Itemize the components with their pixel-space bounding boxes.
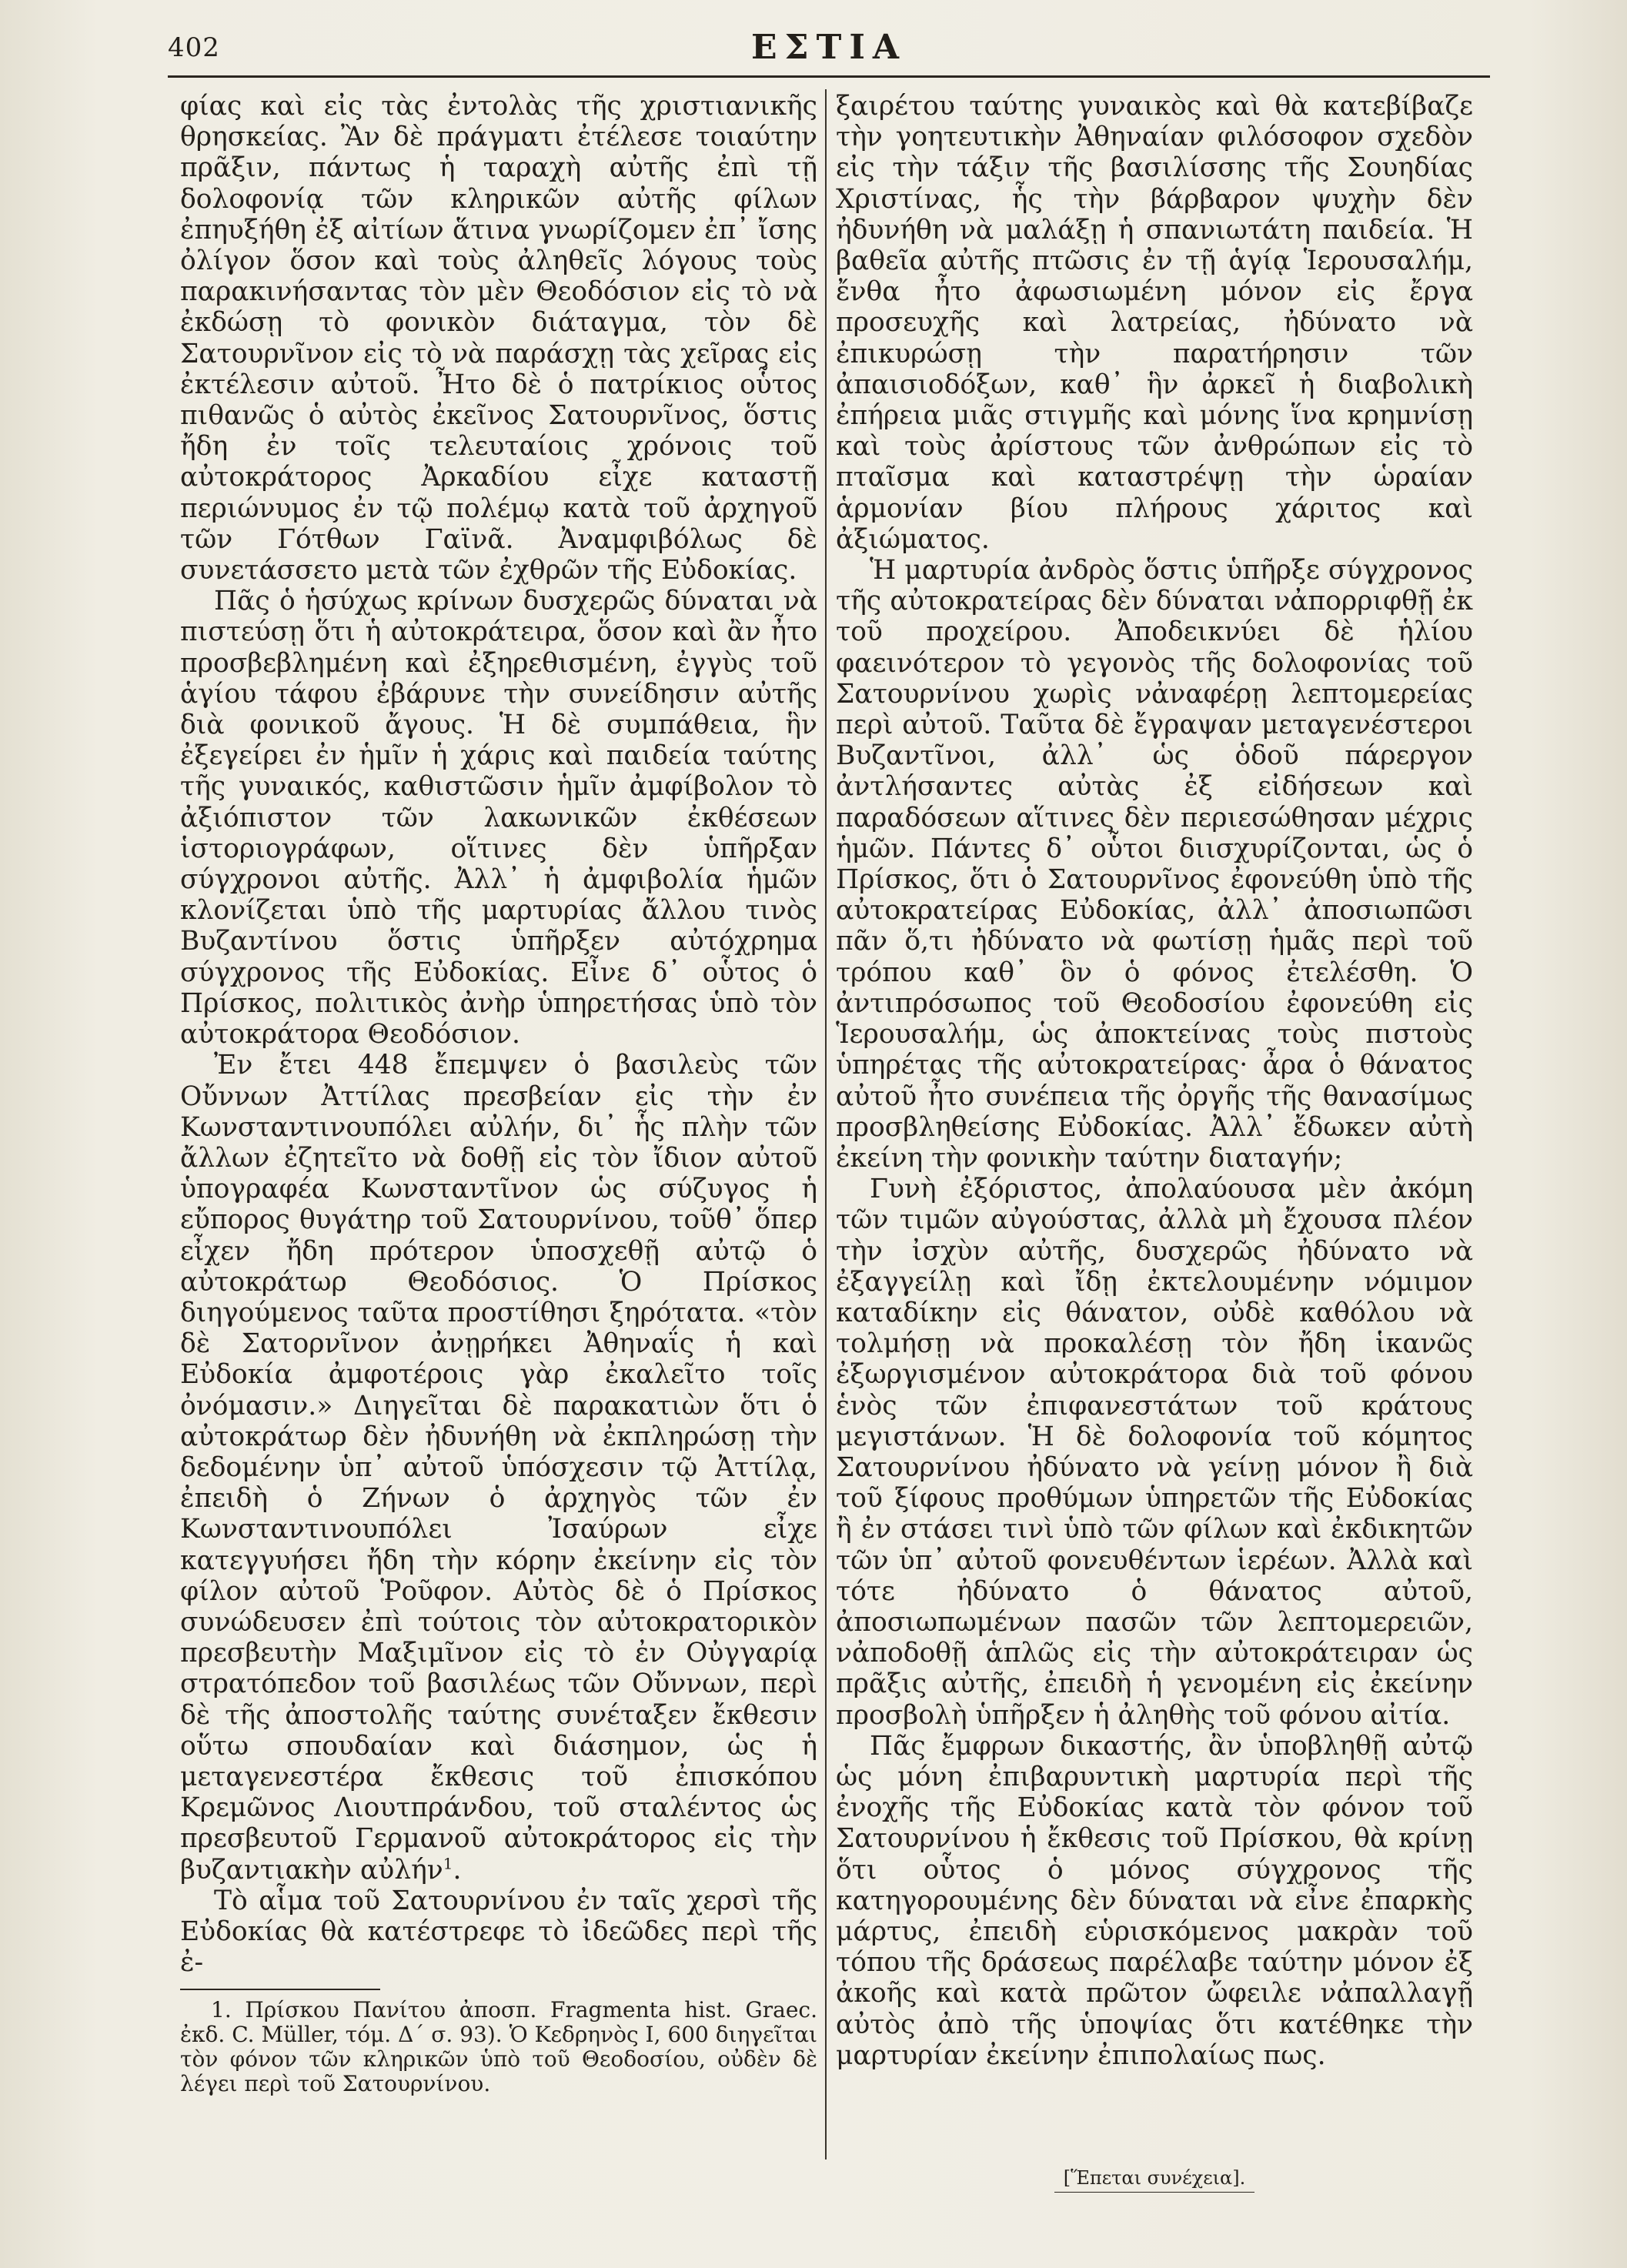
paragraph-with-footnote: Ἐν ἔτει 448 ἔπεμψεν ὁ βασιλεὺς τῶν Οὔννων Ἀττίλας πρεσβείαν εἰς τὴν ἐν Κωνσταντινουπόλει αὐλήν, δι᾿ ἧς πλὴν τῶν ἄλλων ἐζητεῖτο νὰ δοθῇ εἰς τὸν ἴδιον αὐτοῦ ὑπογραφέα Κωνσταντῖνον ὡς σύζυγος ἡ εὔπορος θυγάτηρ τοῦ Σατουρνίνου, τοῦθ᾿ ὅπερ εἶχεν ἤδη πρότερον ὑποσχεθῇ αὐτῷ ὁ αὐτοκράτωρ Θεοδόσιος. Ὁ Πρίσκος διηγούμενος ταῦτα προστίθησι ξηρότατα. «τὸν δὲ Σατορνῖνον ἀνῃρήκει Ἀθηναΐς ἡ καὶ Εὐδοκία ἀμφοτέροις γὰρ ἐκαλεῖτο τοῖς ὀνόμασιν.» Διηγεῖται δὲ παρακατιὼν ὅτι ὁ αὐτοκράτωρ δὲν ἠδυνήθη νὰ ἐκπληρώσῃ τὴν δεδομένην ὑπ᾿ αὐτοῦ ὑπόσχεσιν τῷ Ἀττίλᾳ, ἐπειδὴ ὁ Ζήνων ὁ ἀρχηγὸς τῶν ἐν Κωνσταντινουπόλει Ἰσαύρων εἶχε κατεγγυήσει ἤδη τὴν κόρην ἐκείνην εἰς τὸν φίλον αὐτοῦ Ῥοῦφον. Αὐτὸς δὲ ὁ Πρίσκος συνώδευσεν ἐπὶ τούτοις τὸν αὐτοκρατορικὸν πρεσβευτὴν Μαξιμῖνον εἰς τὸ ἐν Οὐγγαρίᾳ στρατόπεδον τοῦ βασιλέως τῶν Οὔννων, περὶ δὲ τῆς ἀποστολῆς ταύτης συνέταξεν ἔκθεσιν οὕτω σπουδαίαν καὶ διάσημον, ὡς ἡ μεταγενεστέρα ἔκθεσις τοῦ ἐπισκόπου Κρεμῶνος Λιουτπράνδου, τοῦ σταλέντος ὡς πρεσβευτοῦ Γερμανοῦ αὐτοκράτορος εἰς τὴν βυζαντιακὴν αὐλήν$^1$. [180, 1050, 817, 1886]
footnote-reference[interactable]: 1 [443, 1854, 453, 1873]
right-column [836, 91, 1473, 2071]
paragraph: φίας καὶ εἰς τὰς ἐντολὰς τῆς χριστιανικῆς θρησκείας. Ἂν δὲ πράγματι ἐτέλεσε τοιαύτην πρᾶξιν, πάντως ἡ ταραχὴ αὐτῆς ἐπὶ τῇ δολοφονίᾳ τῶν κληρικῶν αὐτῆς φίλων ἐπηυξήθη ἐξ αἰτίων ἅτινα γνωρίζομεν ἐπ᾿ ἴσης ὀλίγον ὅσον καὶ τοὺς ἀληθεῖς λόγους τοὺς παρακινήσαντας τὸν μὲν Θεοδόσιον εἰς τὸ νὰ ἐκδώσῃ τὸ φονικὸν διάταγμα, τὸν δὲ Σατουρνῖνον εἰς τὸ νὰ παράσχῃ τὰς χεῖρας εἰς ἐκτέλεσιν αὐτοῦ. Ἦτο δὲ ὁ πατρίκιος οὗτος πιθανῶς ὁ αὐτὸς ἐκεῖνος Σατουρνῖνος, ὅστις ἤδη ἐν τοῖς τελευταίοις χρόνοις τοῦ αὐτοκράτορος Ἀρκαδίου εἶχε καταστῇ περιώνυμος ἐν τῷ πολέμῳ κατὰ τοῦ ἀρχηγοῦ τῶν Γότθων Γαϊνᾶ. Ἀναμφιβόλως δὲ συνετάσσετο μετὰ τῶν ἐχθρῶν τῆς Εὐδοκίας. [180, 91, 817, 586]
column-divider [825, 89, 827, 2159]
header-rule [168, 75, 1490, 78]
footnote-rule [180, 1989, 380, 1990]
page-number: 402 [168, 32, 220, 63]
continues-note [836, 2164, 1473, 2193]
paragraph: Τὸ αἷμα τοῦ Σατουρνίνου ἐν ταῖς χερσὶ τῆς Εὐδοκίας θὰ κατέστρεφε τὸ ἰδεῶδες περὶ τῆς ἐ- [180, 1885, 817, 1979]
paragraph-text: Ἐν ἔτει 448 ἔπεμψεν ὁ βασιλεὺς τῶν Οὔννων Ἀττίλας πρεσβείαν εἰς τὴν ἐν Κωνσταντινουπόλει αὐλήν, δι᾿ ἧς πλὴν τῶν ἄλλων ἐζητεῖτο νὰ δοθῇ εἰς τὸν ἴδιον αὐτοῦ ὑπογραφέα Κωνσταντῖνον ὡς σύζυγος ἡ εὔπορος θυγάτηρ τοῦ Σατουρνίνου, τοῦθ᾿ ὅπερ εἶχεν ἤδη πρότερον ὑποσχεθῇ αὐτῷ ὁ αὐτοκράτωρ Θεοδόσιος. Ὁ Πρίσκος διηγούμενος ταῦτα προστίθησι ξηρότατα. «τὸν δὲ Σατορνῖνον ἀνῃρήκει Ἀθηναΐς ἡ καὶ Εὐδοκία ἀμφοτέροις γὰρ ἐκαλεῖτο τοῖς ὀνόμασιν.» Διηγεῖται δὲ παρακατιὼν ὅτι ὁ αὐτοκράτωρ δὲν ἠδυνήθη νὰ ἐκπληρώσῃ τὴν δεδομένην ὑπ᾿ αὐτοῦ ὑπόσχεσιν τῷ Ἀττίλᾳ, ἐπειδὴ ὁ Ζήνων ὁ ἀρχηγὸς τῶν ἐν Κωνσταντινουπόλει Ἰσαύρων εἶχε κατεγγυήσει ἤδη τὴν κόρην ἐκείνην εἰς τὸν φίλον αὐτοῦ Ῥοῦφον. Αὐτὸς δὲ ὁ Πρίσκος συνώδευσεν ἐπὶ τούτοις τὸν αὐτοκρατορικὸν πρεσβευτὴν Μαξιμῖνον εἰς τὸ ἐν Οὐγγαρίᾳ στρατόπεδον τοῦ βασιλέως τῶν Οὔννων, περὶ δὲ τῆς ἀποστολῆς ταύτης συνέταξεν ἔκθεσιν οὕτω σπουδαίαν καὶ διάσημον, ὡς ἡ μεταγενεστέρα ἔκθεσις τοῦ ἐπισκόπου Κρεμῶνος Λιουτπράνδου, τοῦ σταλέντος ὡς πρεσβευτοῦ Γερμανοῦ αὐτοκράτορος εἰς τὴν βυζαντιακὴν αὐλήν [180, 1050, 817, 1886]
paragraph: Ἡ μαρτυρία ἀνδρὸς ὅστις ὑπῆρξε σύγχρονος τῆς αὐτοκρατείρας δὲν δύναται νἀπορριφθῇ ἐκ τοῦ προχείρου. Ἀποδεικνύει δὲ ἡλίου φαεινότερον τὸ γεγονὸς τῆς δολοφονίας τοῦ Σατουρνίνου χωρὶς νἀναφέρῃ λεπτομερείας περὶ αὐτοῦ. Ταῦτα δὲ ἔγραψαν μεταγενέστεροι Βυζαντῖνοι, ἀλλ᾿ ὡς ὁδοῦ πάρεργον ἀντλήσαντες αὐτὰς ἐξ εἰδήσεων καὶ παραδόσεων αἵτινες δὲν περιεσώθησαν μέχρις ἡμῶν. Πάντες δ᾿ οὗτοι διισχυρίζονται, ὡς ὁ Πρίσκος, ὅτι ὁ Σατουρνῖνος ἐφονεύθη ὑπὸ τῆς αὐτοκρατείρας Εὐδοκίας, ἀλλ᾿ ἀποσιωπῶσι πᾶν ὅ,τι ἠδύνατο νὰ φωτίσῃ ἡμᾶς περὶ τοῦ τρόπου καθ᾿ ὃν ὁ φόνος ἐτελέσθη. Ὁ ἀντιπρόσωπος τοῦ Θεοδοσίου ἐφονεύθη εἰς Ἱερουσαλήμ, ὡς ἀποκτείνας τοὺς πιστοὺς ὑπηρέτας τῆς αὐτοκρατείρας· ἆρα ὁ θάνατος αὐτοῦ ἦτο συνέπεια τῆς ὀργῆς τῆς θανασίμως προσβληθείσης Εὐδοκίας. Ἀλλ᾿ ἔδωκεν αὐτὴ ἐκείνη τὴν φονικὴν ταύτην διαταγήν; [836, 555, 1473, 1174]
page-header [168, 23, 1490, 77]
paragraph: ξαιρέτου ταύτης γυναικὸς καὶ θὰ κατεβίβαζε τὴν γοητευτικὴν Ἀθηναίαν φιλόσοφον σχεδὸν εἰς τὴν τάξιν τῆς βασιλίσσης τῆς Σουηδίας Χριστίνας, ἧς τὴν βάρβαρον ψυχὴν δὲν ἠδυνήθη νὰ μαλάξῃ ἡ σπανιωτάτη παιδεία. Ἡ βαθεῖα αὐτῆς πτῶσις ἐν τῇ ἁγίᾳ Ἱερουσαλήμ, ἔνθα ἦτο ἀφωσιωμένη μόνον εἰς ἔργα προσευχῆς καὶ λατρείας, ἠδύνατο νὰ ἐπικυρώσῃ τὴν παρατήρησιν τῶν ἀπαισιοδόξων, καθ᾿ ἣν ἀρκεῖ ἡ διαβολικὴ ἐπήρεια μιᾶς στιγμῆς καὶ μόνης ἵνα κρημνίσῃ καὶ τοὺς ἀρίστους τῶν ἀνθρώπων εἰς τὸ πταῖσμα καὶ καταστρέψῃ τὴν ὡραίαν ἁρμονίαν βίου πλήρους χάριτος καὶ ἀξιώματος. [836, 91, 1473, 555]
continues-note-text: [Ἕπεται συνέχεια]. [1054, 2164, 1255, 2193]
paragraph: Πᾶς ἔμφρων δικαστής, ἂν ὑποβληθῇ αὐτῷ ὡς μόνη ἐπιβαρυντικὴ μαρτυρία περὶ τῆς ἐνοχῆς τῆς Εὐδοκίας κατὰ τὸν φόνον τοῦ Σατουρνίνου ἡ ἔκθεσις τοῦ Πρίσκου, θὰ κρίνῃ ὅτι οὗτος ὁ μόνος σύγχρονος τῆς κατηγορουμένης δὲν δύναται νὰ εἶνε ἐπαρκὴς μάρτυς, ἐπειδὴ εὑρισκόμενος μακρὰν τοῦ τόπου τῆς δράσεως παρέλαβε ταύτην μόνον ἐξ ἀκοῆς καὶ κατὰ πρῶτον ὤφειλε νἀπαλλαγῇ αὐτὸς ἀπὸ τῆς ὑποψίας ὅτι κατέθηκε τὴν μαρτυρίαν ἐκείνην ἐπιπολαίως πως. [836, 1730, 1473, 2071]
footnote: 1. Πρίσκου Πανίτου ἀποσπ. Fragmenta hist. Graec. ἐκδ. C. Müller, τόμ. Δ΄ σ. 93). Ὁ Κεδρηνὸς Ι, 600 διηγεῖται τὸν φόνον τῶν κληρικῶν ὑπὸ τοῦ Θεοδοσίου, οὐδὲν δὲ λέγει περὶ τοῦ Σατουρνίνου. [180, 1997, 817, 2097]
running-title: ΕΣΤΙΑ [750, 28, 907, 67]
left-column [180, 91, 817, 2096]
paragraph: Πᾶς ὁ ἡσύχως κρίνων δυσχερῶς δύναται νὰ πιστεύσῃ ὅτι ἡ αὐτοκράτειρα, ὅσον καὶ ἂν ἦτο προσβεβλημένη καὶ ἐξηρεθισμένη, ἐγγὺς τοῦ ἁγίου τάφου ἐβάρυνε τὴν συνείδησιν αὐτῆς διὰ φονικοῦ ἄγους. Ἡ δὲ συμπάθεια, ἣν ἐξεγείρει ἐν ἡμῖν ἡ χάρις καὶ παιδεία ταύτης τῆς γυναικός, καθιστῶσιν ἡμῖν ἀμφίβολον τὸ ἀξιόπιστον τῶν λακωνικῶν ἐκθέσεων ἱστοριογράφων, οἵτινες δὲν ὑπῆρξαν σύγχρονοι αὐτῆς. Ἀλλ᾿ ἡ ἀμφιβολία ἡμῶν κλονίζεται ὑπὸ τῆς μαρτυρίας ἄλλου τινὸς Βυζαντίνου ὅστις ὑπῆρξεν αὐτόχρημα σύγχρονος τῆς Εὐδοκίας. Εἶνε δ᾿ οὗτος ὁ Πρίσκος, πολιτικὸς ἀνὴρ ὑπηρετήσας ὑπὸ τὸν αὐτοκράτορα Θεοδόσιον. [180, 586, 817, 1050]
paragraph: Γυνὴ ἐξόριστος, ἀπολαύουσα μὲν ἀκόμη τῶν τιμῶν αὐγούστας, ἀλλὰ μὴ ἔχουσα πλέον τὴν ἰσχὺν αὐτῆς, δυσχερῶς ἠδύνατο νὰ ἐξαγγείλῃ καὶ ἴδῃ ἐκτελουμένην νόμιμον καταδίκην εἰς θάνατον, οὐδὲ καθόλου νὰ τολμήσῃ νὰ προκαλέσῃ τὸν ἤδη ἱκανῶς ἐξωργισμένον αὐτοκράτορα διὰ τοῦ φόνου ἑνὸς τῶν ἐπιφανεστάτων τοῦ κράτους μεγιστάνων. Ἡ δὲ δολοφονία τοῦ κόμητος Σατουρνίνου ἠδύνατο νὰ γείνῃ μόνον ἢ διὰ τοῦ ξίφους προθύμων ὑπηρετῶν τῆς Εὐδοκίας ἢ ἐν στάσει τινὶ ὑπὸ τῶν φίλων καὶ ἐκδικητῶν τῶν ὑπ᾿ αὐτοῦ φονευθέντων ἱερέων. Ἀλλὰ καὶ τότε ἠδύνατο ὁ θάνατος αὐτοῦ, ἀποσιωπωμένων πασῶν τῶν λεπτομερειῶν, νἀποδοθῇ ἁπλῶς εἰς τὴν αὐτοκράτειραν ὡς πρᾶξις αὐτῆς, ἐπειδὴ ἡ γενομένη εἰς ἐκείνην προσβολὴ ὑπῆρξεν ἡ ἀληθὴς τοῦ φόνου αἰτία. [836, 1174, 1473, 1731]
